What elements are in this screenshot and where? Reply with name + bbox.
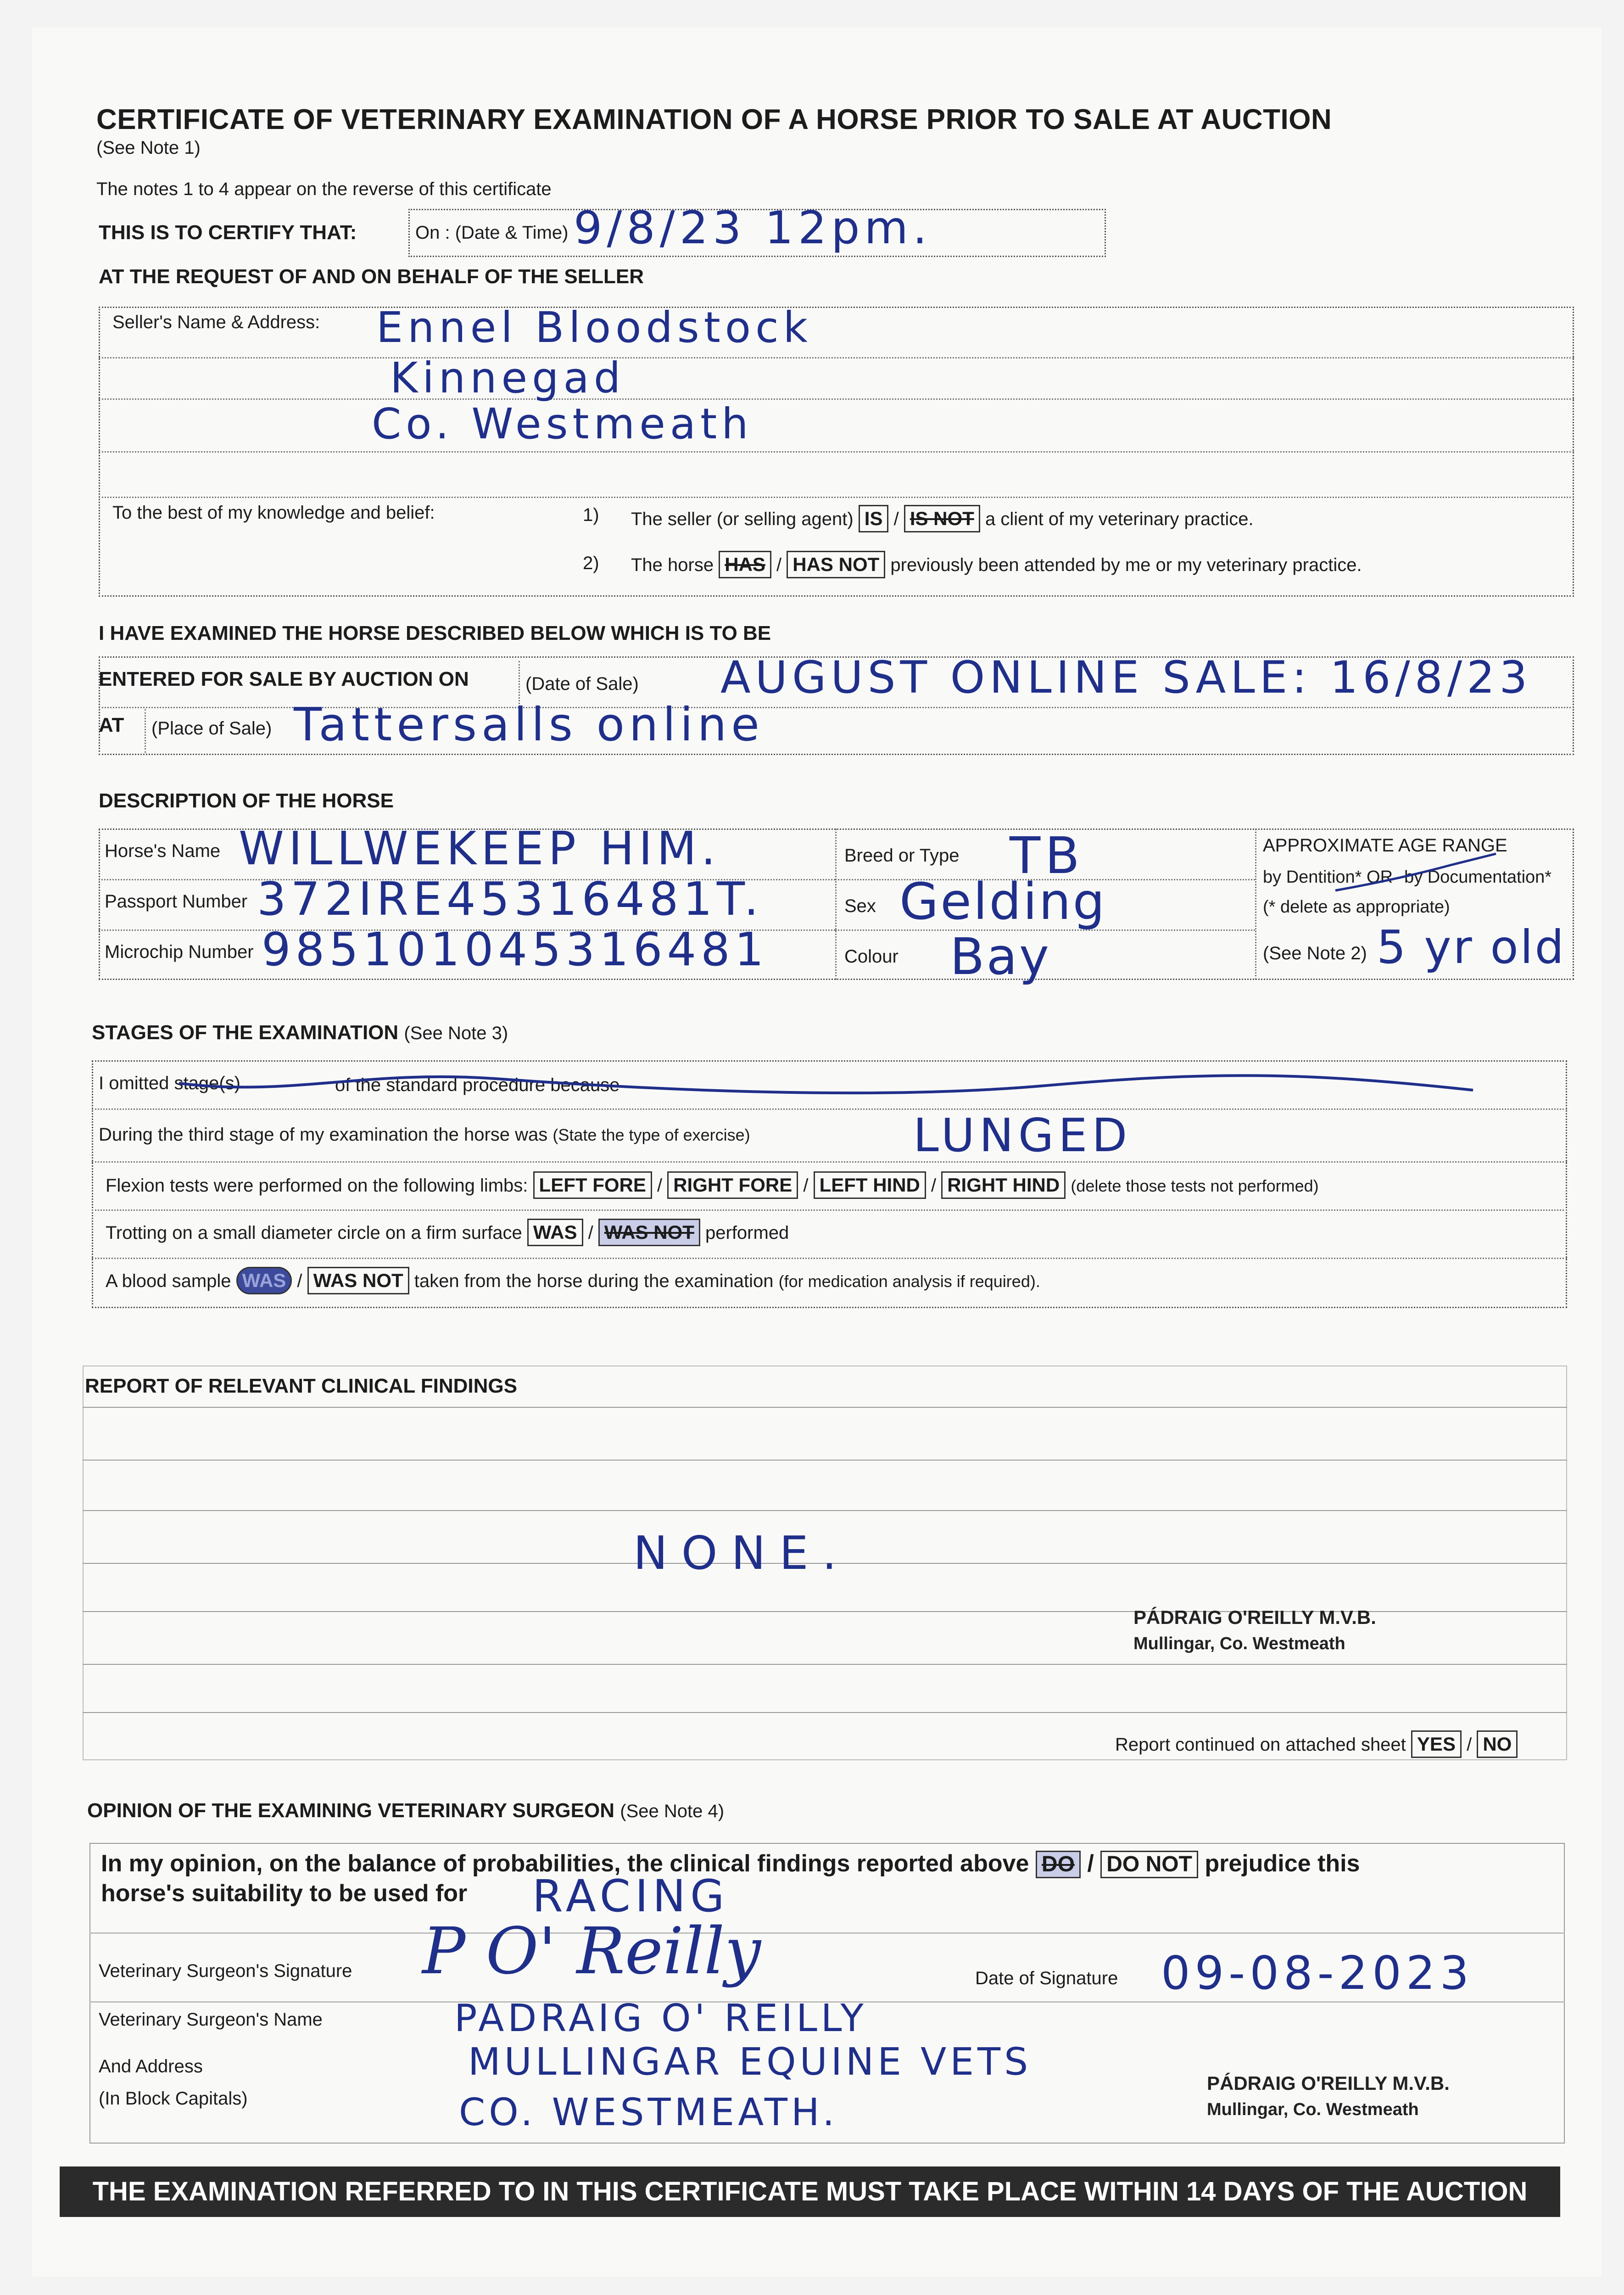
date-of-signature-value: 09-08-2023 xyxy=(1161,1946,1474,2000)
stages-row-2 xyxy=(92,1161,1567,1163)
continued-no-option[interactable]: NO xyxy=(1477,1730,1518,1758)
seller-line-2 xyxy=(99,398,1574,400)
surgeon-name-label: Veterinary Surgeon's Name xyxy=(99,2010,323,2030)
age-value: 5 yr old xyxy=(1377,920,1566,974)
seller-address-line-3: Co. Westmeath xyxy=(372,399,753,448)
third-stage-value: LUNGED xyxy=(913,1108,1132,1162)
seller-line-4 xyxy=(99,497,1574,498)
microchip-number-label: Microchip Number xyxy=(105,942,254,962)
age-by-documentation: by Documentation* xyxy=(1404,868,1552,887)
flexion-tests-row: Flexion tests were performed on the following limbs: LEFT FORE / RIGHT FORE / LEFT HIND / RIGHT HIND (delete those tests not performed) xyxy=(106,1171,1319,1199)
passport-number-value: 372IRE45316481T. xyxy=(257,872,764,926)
colour-label: Colour xyxy=(844,946,899,967)
sex-label: Sex xyxy=(844,896,876,916)
age-by-dentition: by Dentition* OR xyxy=(1263,868,1393,887)
breed-label: Breed or Type xyxy=(844,845,960,866)
report-line-1 xyxy=(83,1407,1567,1408)
age-range-heading: APPROXIMATE AGE RANGE xyxy=(1263,835,1507,856)
blood-was-option[interactable]: WAS xyxy=(236,1267,292,1294)
horse-divider-2 xyxy=(1255,828,1256,980)
age-delete-note: (* delete as appropriate) xyxy=(1263,897,1450,917)
passport-number-label: Passport Number xyxy=(105,891,248,912)
continued-yes-option[interactable]: YES xyxy=(1411,1730,1462,1758)
stages-row-4 xyxy=(92,1258,1567,1259)
report-line-7 xyxy=(83,1712,1567,1713)
date-of-sale-value: AUGUST ONLINE SALE: 16/8/23 xyxy=(720,652,1532,703)
signature-value: P O' Reilly xyxy=(422,1914,761,1989)
signature-label: Veterinary Surgeon's Signature xyxy=(99,1961,352,1981)
notes-reference: The notes 1 to 4 appear on the reverse of this certificate xyxy=(96,179,552,199)
opinion-do-option[interactable]: DO xyxy=(1036,1851,1081,1878)
title-note: (See Note 1) xyxy=(96,138,201,158)
flexion-right-hind[interactable]: RIGHT HIND xyxy=(941,1171,1066,1199)
sale-heading: I HAVE EXAMINED THE HORSE DESCRIBED BELOW WHICH IS TO BE xyxy=(99,622,771,644)
seller-address-line-2: Kinnegad xyxy=(390,353,625,403)
blood-sample-row: A blood sample WAS / WAS NOT taken from the horse during the examination (for medication analysis if required). xyxy=(106,1267,1040,1294)
sex-value: Gelding xyxy=(899,872,1107,931)
stages-row-3 xyxy=(92,1209,1567,1211)
surgeon-name-line-3: CO. WESTMEATH. xyxy=(459,2091,838,2134)
place-of-sale-value: Tattersalls online xyxy=(294,698,764,751)
client-is-not-option[interactable]: IS NOT xyxy=(904,505,980,532)
report-line-6 xyxy=(83,1664,1567,1665)
statement-1: The seller (or selling agent) IS / IS NOT a client of my veterinary practice. xyxy=(631,505,1254,532)
horse-description-heading: DESCRIPTION OF THE HORSE xyxy=(99,789,394,812)
report-stamp-name: PÁDRAIG O'REILLY M.V.B. xyxy=(1133,1606,1376,1628)
place-divider xyxy=(145,709,146,753)
opinion-do-not-option[interactable]: DO NOT xyxy=(1100,1851,1198,1878)
date-time-label: On : (Date & Time) xyxy=(415,223,569,243)
horse-has-not-option[interactable]: HAS NOT xyxy=(787,551,885,578)
opinion-statement: In my opinion, on the balance of probabilities, the clinical findings reported above DO / DO NOT prejudice this xyxy=(101,1850,1360,1878)
statement-2-number: 2) xyxy=(583,553,599,573)
certify-label: THIS IS TO CERTIFY THAT: xyxy=(99,221,357,244)
horse-name-value: WILLWEKEEP HIM. xyxy=(239,822,720,875)
microchip-number-value: 985101045316481 xyxy=(262,923,769,976)
block-capitals-label: (In Block Capitals) xyxy=(99,2088,248,2109)
place-of-sale-label: (Place of Sale) xyxy=(151,718,272,739)
opinion-line-1 xyxy=(89,1932,1565,1934)
opinion-stamp-name: PÁDRAIG O'REILLY M.V.B. xyxy=(1207,2072,1450,2094)
surgeon-name-line-2: MULLINGAR EQUINE VETS xyxy=(468,2040,1032,2084)
trotting-was-option[interactable]: WAS xyxy=(527,1219,583,1246)
report-heading: REPORT OF RELEVANT CLINICAL FINDINGS xyxy=(85,1375,517,1397)
blood-was-not-option[interactable]: WAS NOT xyxy=(307,1267,409,1294)
flexion-left-hind[interactable]: LEFT HIND xyxy=(814,1171,926,1199)
at-label: AT xyxy=(99,714,124,736)
flexion-right-fore[interactable]: RIGHT FORE xyxy=(667,1171,798,1199)
certificate-title: CERTIFICATE OF VETERINARY EXAMINATION OF A HORSE PRIOR TO SALE AT AUCTION xyxy=(96,104,1332,135)
client-is-option[interactable]: IS xyxy=(859,505,889,532)
omitted-strike-line xyxy=(174,1065,1478,1106)
date-of-signature-label: Date of Signature xyxy=(975,1968,1118,1988)
surgeon-name-line-1: PADRAIG O' REILLY xyxy=(454,1997,867,2040)
seller-name-label: Seller's Name & Address: xyxy=(112,312,320,332)
colour-value: Bay xyxy=(950,927,1051,986)
knowledge-label: To the best of my knowledge and belief: xyxy=(112,503,435,523)
trotting-was-not-option[interactable]: WAS NOT xyxy=(598,1219,700,1246)
report-line-2 xyxy=(83,1460,1567,1461)
date-of-sale-label: (Date of Sale) xyxy=(525,674,639,694)
footer-banner: THE EXAMINATION REFERRED TO IN THIS CERTIFICATE MUST TAKE PLACE WITHIN 14 DAYS OF THE AUCTION xyxy=(60,2166,1560,2217)
report-stamp-place: Mullingar, Co. Westmeath xyxy=(1133,1634,1345,1653)
horse-divider-1 xyxy=(835,828,837,980)
omitted-stages-post: of the standard procedure because xyxy=(335,1075,620,1095)
opinion-heading: OPINION OF THE EXAMINING VETERINARY SURGEON (See Note 4) xyxy=(87,1799,725,1822)
stages-heading: STAGES OF THE EXAMINATION (See Note 3) xyxy=(92,1021,508,1044)
age-note: (See Note 2) xyxy=(1263,943,1367,963)
report-findings-value: NONE. xyxy=(633,1526,851,1580)
suitability-label: horse's suitability to be used for xyxy=(101,1880,468,1907)
suitability-value: RACING xyxy=(532,1870,729,1922)
horse-name-label: Horse's Name xyxy=(105,841,221,861)
date-time-value: 9/8/23 12pm. xyxy=(574,202,932,254)
dentition-strike-mark xyxy=(1331,851,1560,902)
omitted-stages-label: I omitted stage(s) xyxy=(99,1073,241,1093)
opinion-stamp-place: Mullingar, Co. Westmeath xyxy=(1207,2100,1419,2119)
statement-2: The horse HAS / HAS NOT previously been attended by me or my veterinary practice. xyxy=(631,551,1362,578)
statement-1-number: 1) xyxy=(583,505,599,525)
flexion-left-fore[interactable]: LEFT FORE xyxy=(533,1171,652,1199)
report-continued-row: Report continued on attached sheet YES / NO xyxy=(1115,1730,1518,1758)
entered-for-sale-label: ENTERED FOR SALE BY AUCTION ON xyxy=(99,668,469,690)
horse-has-option[interactable]: HAS xyxy=(719,551,771,578)
breed-value: TB xyxy=(1010,826,1084,885)
stages-row-1 xyxy=(92,1108,1567,1110)
seller-address-line-1: Ennel Bloodstock xyxy=(376,303,812,352)
address-label: And Address xyxy=(99,2056,203,2077)
trotting-row: Trotting on a small diameter circle on a firm surface WAS / WAS NOT performed xyxy=(106,1219,789,1246)
third-stage-label: During the third stage of my examination the horse was (State the type of exercise) xyxy=(99,1125,750,1145)
report-line-3 xyxy=(83,1510,1567,1511)
seller-line-3 xyxy=(99,451,1574,453)
seller-line-1 xyxy=(99,357,1574,358)
seller-request-label: AT THE REQUEST OF AND ON BEHALF OF THE SELLER xyxy=(99,265,644,288)
